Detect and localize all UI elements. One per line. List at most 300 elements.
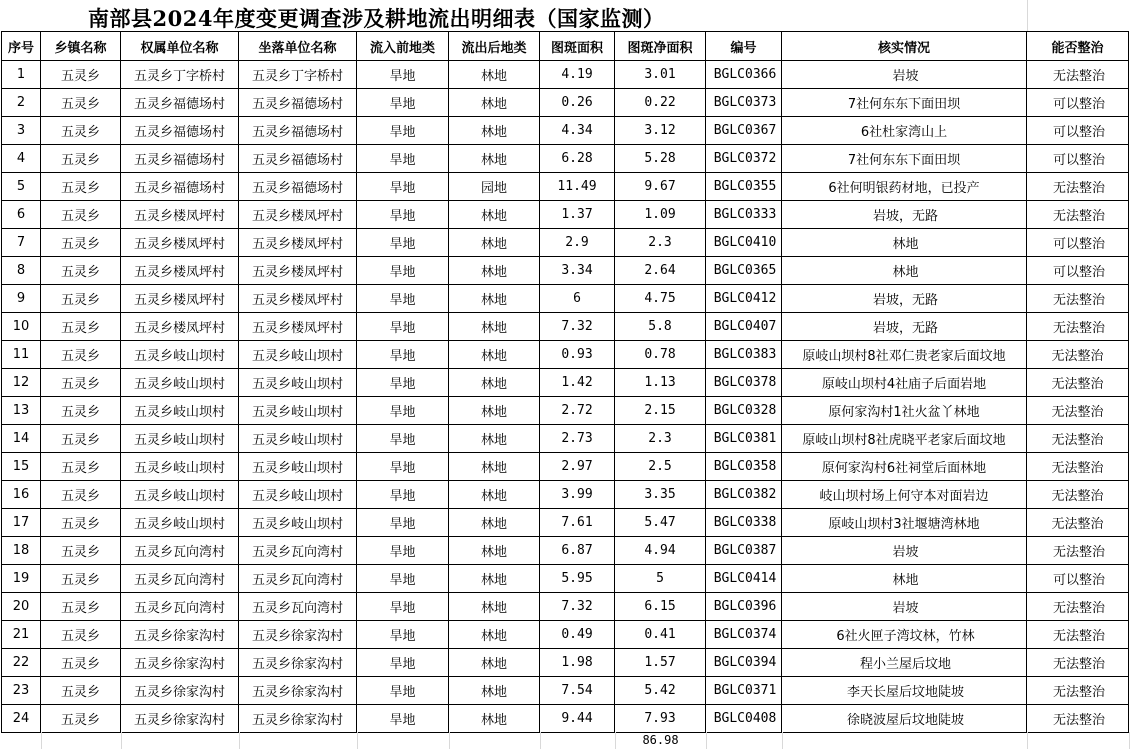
- cell-index[interactable]: 24: [2, 705, 41, 733]
- cell-verification[interactable]: 李天长屋后坟地陡坡: [782, 677, 1027, 705]
- cell-net-area[interactable]: 0.41: [615, 621, 706, 649]
- cell-verification[interactable]: 6社杜家湾山上: [782, 117, 1027, 145]
- cell-index[interactable]: 16: [2, 481, 41, 509]
- cell-remediable[interactable]: 无法整治: [1027, 201, 1129, 229]
- cell-land-before[interactable]: 旱地: [357, 257, 449, 285]
- cell-index[interactable]: 14: [2, 425, 41, 453]
- cell-patch-area[interactable]: 3.34: [540, 257, 615, 285]
- cell-remediable[interactable]: 无法整治: [1027, 341, 1129, 369]
- cell-remediable[interactable]: 无法整治: [1027, 705, 1129, 733]
- cell-patch-area[interactable]: 11.49: [540, 173, 615, 201]
- cell-land-before[interactable]: 旱地: [357, 397, 449, 425]
- cell-location-unit[interactable]: 五灵乡瓦向湾村: [239, 565, 357, 593]
- cell-remediable[interactable]: 无法整治: [1027, 453, 1129, 481]
- table-row: [2, 257, 1129, 285]
- cell-index[interactable]: 3: [2, 117, 41, 145]
- cell-remediable[interactable]: 无法整治: [1027, 397, 1129, 425]
- cell-land-before[interactable]: 旱地: [357, 145, 449, 173]
- cell-remediable[interactable]: 无法整治: [1027, 369, 1129, 397]
- cell-location-unit[interactable]: 五灵乡徐家沟村: [239, 677, 357, 705]
- cell-township[interactable]: 五灵乡: [41, 173, 121, 201]
- cell-patch-area[interactable]: 2.72: [540, 397, 615, 425]
- cell-remediable[interactable]: 可以整治: [1027, 145, 1129, 173]
- cell-land-before[interactable]: 旱地: [357, 313, 449, 341]
- cell-index[interactable]: 13: [2, 397, 41, 425]
- cell-land-before[interactable]: 旱地: [357, 117, 449, 145]
- cell-remediable[interactable]: 无法整治: [1027, 509, 1129, 537]
- cell-remediable[interactable]: 可以整治: [1027, 565, 1129, 593]
- cell-land-before[interactable]: 旱地: [357, 593, 449, 621]
- cell-location-unit[interactable]: 五灵乡福德场村: [239, 173, 357, 201]
- cell-owner-unit[interactable]: 五灵乡楼凤坪村: [121, 257, 239, 285]
- cell-land-before[interactable]: 旱地: [357, 369, 449, 397]
- cell-net-area[interactable]: 5.8: [615, 313, 706, 341]
- cell-code[interactable]: BGLC0412: [706, 285, 782, 313]
- cell-patch-area[interactable]: 4.19: [540, 61, 615, 89]
- cell-location-unit[interactable]: 五灵乡楼凤坪村: [239, 229, 357, 257]
- cell-code[interactable]: BGLC0328: [706, 397, 782, 425]
- cell-verification[interactable]: 6社何明银药材地，已投产: [782, 173, 1027, 201]
- cell-patch-area[interactable]: 6.28: [540, 145, 615, 173]
- cell-verification[interactable]: 原岐山坝村4社庙子后面岩地: [782, 369, 1027, 397]
- cell-land-after[interactable]: 林地: [449, 425, 540, 453]
- cell-net-area[interactable]: 0.78: [615, 341, 706, 369]
- cell-township[interactable]: 五灵乡: [41, 313, 121, 341]
- cell-land-before[interactable]: 旱地: [357, 621, 449, 649]
- cell-township[interactable]: 五灵乡: [41, 537, 121, 565]
- cell-code[interactable]: BGLC0371: [706, 677, 782, 705]
- sheet-title: 南部县2024年度变更调查涉及耕地流出明细表（国家监测）: [88, 6, 665, 31]
- cell-patch-area[interactable]: 4.34: [540, 117, 615, 145]
- cell-remediable[interactable]: 无法整治: [1027, 621, 1129, 649]
- cell-index[interactable]: 6: [2, 201, 41, 229]
- cell-index[interactable]: 11: [2, 341, 41, 369]
- cell-owner-unit[interactable]: 五灵乡楼凤坪村: [121, 229, 239, 257]
- cell-township[interactable]: 五灵乡: [41, 145, 121, 173]
- cell-net-area[interactable]: 2.3: [615, 425, 706, 453]
- cell-net-area[interactable]: 2.15: [615, 397, 706, 425]
- cell-index[interactable]: 23: [2, 677, 41, 705]
- cell-township[interactable]: 五灵乡: [41, 229, 121, 257]
- cell-location-unit[interactable]: 五灵乡岐山坝村: [239, 341, 357, 369]
- header-cell-code[interactable]: 编号: [706, 32, 782, 61]
- cell-index[interactable]: 10: [2, 313, 41, 341]
- cell-land-after[interactable]: 林地: [449, 229, 540, 257]
- cell-remediable[interactable]: 可以整治: [1027, 257, 1129, 285]
- cell-land-after[interactable]: 林地: [449, 481, 540, 509]
- cell-remediable[interactable]: 可以整治: [1027, 229, 1129, 257]
- cell-code[interactable]: BGLC0414: [706, 565, 782, 593]
- cell-township[interactable]: 五灵乡: [41, 649, 121, 677]
- cell-township[interactable]: 五灵乡: [41, 285, 121, 313]
- cell-net-area[interactable]: 2.3: [615, 229, 706, 257]
- cell-index[interactable]: 7: [2, 229, 41, 257]
- header-cell-remediable[interactable]: 能否整治: [1027, 32, 1129, 61]
- cell-land-after[interactable]: 林地: [449, 677, 540, 705]
- cell-index[interactable]: 5: [2, 173, 41, 201]
- table-row: [2, 705, 1129, 733]
- cell-verification[interactable]: 岩坡: [782, 537, 1027, 565]
- cell-land-before[interactable]: 旱地: [357, 453, 449, 481]
- cell-net-area[interactable]: 5.28: [615, 145, 706, 173]
- cell-verification[interactable]: 岩坡，无路: [782, 201, 1027, 229]
- cell-land-before[interactable]: 旱地: [357, 341, 449, 369]
- cell-land-before[interactable]: 旱地: [357, 201, 449, 229]
- cell-land-before[interactable]: 旱地: [357, 677, 449, 705]
- cell-code[interactable]: BGLC0383: [706, 341, 782, 369]
- cell-township[interactable]: 五灵乡: [41, 397, 121, 425]
- header-cell-patch-area[interactable]: 图斑面积: [540, 32, 615, 61]
- table-row: [2, 621, 1129, 649]
- cell-code[interactable]: BGLC0382: [706, 481, 782, 509]
- cell-land-after[interactable]: 林地: [449, 369, 540, 397]
- cell-net-area[interactable]: 3.01: [615, 61, 706, 89]
- cell-verification[interactable]: 7社何东东下面田坝: [782, 145, 1027, 173]
- cell-location-unit[interactable]: 五灵乡岐山坝村: [239, 453, 357, 481]
- cell-net-area[interactable]: 4.75: [615, 285, 706, 313]
- table-row: [2, 173, 1129, 201]
- cell-township[interactable]: 五灵乡: [41, 341, 121, 369]
- cell-code[interactable]: BGLC0355: [706, 173, 782, 201]
- cell-location-unit[interactable]: 五灵乡楼凤坪村: [239, 201, 357, 229]
- cell-net-area[interactable]: 5.47: [615, 509, 706, 537]
- cell-land-after[interactable]: 林地: [449, 89, 540, 117]
- cell-land-before[interactable]: 旱地: [357, 537, 449, 565]
- cell-land-after[interactable]: 林地: [449, 593, 540, 621]
- cell-patch-area[interactable]: 6: [540, 285, 615, 313]
- cell-remediable[interactable]: 无法整治: [1027, 313, 1129, 341]
- header-cell-township[interactable]: 乡镇名称: [41, 32, 121, 61]
- cell-verification[interactable]: 6社火匣子湾坟林，竹林: [782, 621, 1027, 649]
- cell-verification[interactable]: 原岐山坝村3社堰塘湾林地: [782, 509, 1027, 537]
- cell-land-before[interactable]: 旱地: [357, 89, 449, 117]
- cell-owner-unit[interactable]: 五灵乡徐家沟村: [121, 649, 239, 677]
- gridline: [1129, 732, 1130, 749]
- cell-code[interactable]: BGLC0365: [706, 257, 782, 285]
- cell-land-after[interactable]: 园地: [449, 173, 540, 201]
- cell-remediable[interactable]: 无法整治: [1027, 649, 1129, 677]
- cell-index[interactable]: 21: [2, 621, 41, 649]
- cell-patch-area[interactable]: 7.32: [540, 593, 615, 621]
- cell-code[interactable]: BGLC0358: [706, 453, 782, 481]
- cell-index[interactable]: 9: [2, 285, 41, 313]
- cell-land-after[interactable]: 林地: [449, 201, 540, 229]
- cell-township[interactable]: 五灵乡: [41, 565, 121, 593]
- cell-net-area[interactable]: 5.42: [615, 677, 706, 705]
- cell-verification[interactable]: 林地: [782, 257, 1027, 285]
- cell-verification[interactable]: 林地: [782, 229, 1027, 257]
- cell-verification[interactable]: 原岐山坝村8社邓仁贵老家后面坟地: [782, 341, 1027, 369]
- cell-patch-area[interactable]: 7.54: [540, 677, 615, 705]
- cell-code[interactable]: BGLC0333: [706, 201, 782, 229]
- cell-code[interactable]: BGLC0394: [706, 649, 782, 677]
- cell-land-before[interactable]: 旱地: [357, 705, 449, 733]
- cell-patch-area[interactable]: 7.32: [540, 313, 615, 341]
- cell-net-area[interactable]: 0.22: [615, 89, 706, 117]
- cell-verification[interactable]: 岩坡: [782, 593, 1027, 621]
- cell-owner-unit[interactable]: 五灵乡徐家沟村: [121, 705, 239, 733]
- cell-township[interactable]: 五灵乡: [41, 705, 121, 733]
- cell-township[interactable]: 五灵乡: [41, 677, 121, 705]
- cell-net-area[interactable]: 9.67: [615, 173, 706, 201]
- cell-verification[interactable]: 岐山坝村场上何守本对面岩边: [782, 481, 1027, 509]
- cell-location-unit[interactable]: 五灵乡徐家沟村: [239, 649, 357, 677]
- cell-owner-unit[interactable]: 五灵乡福德场村: [121, 89, 239, 117]
- cell-code[interactable]: BGLC0338: [706, 509, 782, 537]
- cell-township[interactable]: 五灵乡: [41, 593, 121, 621]
- table-row: [2, 229, 1129, 257]
- cell-township[interactable]: 五灵乡: [41, 509, 121, 537]
- cell-township[interactable]: 五灵乡: [41, 257, 121, 285]
- cell-remediable[interactable]: 无法整治: [1027, 677, 1129, 705]
- cell-verification[interactable]: 原何家沟村1社火盆丫林地: [782, 397, 1027, 425]
- cell-index[interactable]: 12: [2, 369, 41, 397]
- cell-land-before[interactable]: 旱地: [357, 509, 449, 537]
- gridline: [615, 732, 616, 749]
- gridline: [540, 732, 541, 749]
- cell-owner-unit[interactable]: 五灵乡岐山坝村: [121, 453, 239, 481]
- cell-owner-unit[interactable]: 五灵乡瓦向湾村: [121, 537, 239, 565]
- gridline: [1027, 732, 1028, 749]
- cell-land-after[interactable]: 林地: [449, 565, 540, 593]
- cell-patch-area[interactable]: 6.87: [540, 537, 615, 565]
- cell-location-unit[interactable]: 五灵乡岐山坝村: [239, 509, 357, 537]
- cell-code[interactable]: BGLC0378: [706, 369, 782, 397]
- cell-location-unit[interactable]: 五灵乡瓦向湾村: [239, 537, 357, 565]
- cell-land-after[interactable]: 林地: [449, 61, 540, 89]
- cell-net-area[interactable]: 1.13: [615, 369, 706, 397]
- cell-owner-unit[interactable]: 五灵乡岐山坝村: [121, 369, 239, 397]
- cell-location-unit[interactable]: 五灵乡岐山坝村: [239, 369, 357, 397]
- cell-land-before[interactable]: 旱地: [357, 285, 449, 313]
- cell-verification[interactable]: 原何家沟村6社祠堂后面林地: [782, 453, 1027, 481]
- cell-land-after[interactable]: 林地: [449, 621, 540, 649]
- cell-township[interactable]: 五灵乡: [41, 481, 121, 509]
- cell-location-unit[interactable]: 五灵乡楼凤坪村: [239, 313, 357, 341]
- cell-owner-unit[interactable]: 五灵乡瓦向湾村: [121, 565, 239, 593]
- cell-owner-unit[interactable]: 五灵乡福德场村: [121, 117, 239, 145]
- cell-patch-area[interactable]: 0.49: [540, 621, 615, 649]
- header-cell-land-after[interactable]: 流出后地类: [449, 32, 540, 61]
- cell-net-area[interactable]: 3.35: [615, 481, 706, 509]
- cell-verification[interactable]: 程小兰屋后坟地: [782, 649, 1027, 677]
- cell-index[interactable]: 22: [2, 649, 41, 677]
- cell-land-after[interactable]: 林地: [449, 705, 540, 733]
- cell-owner-unit[interactable]: 五灵乡岐山坝村: [121, 481, 239, 509]
- cell-township[interactable]: 五灵乡: [41, 117, 121, 145]
- cell-index[interactable]: 15: [2, 453, 41, 481]
- cell-township[interactable]: 五灵乡: [41, 621, 121, 649]
- cell-township[interactable]: 五灵乡: [41, 89, 121, 117]
- header-cell-verification[interactable]: 核实情况: [782, 32, 1027, 61]
- cell-township[interactable]: 五灵乡: [41, 425, 121, 453]
- cell-index[interactable]: 2: [2, 89, 41, 117]
- table-row: [2, 313, 1129, 341]
- cell-land-after[interactable]: 林地: [449, 397, 540, 425]
- cell-net-area[interactable]: 3.12: [615, 117, 706, 145]
- header-cell-land-before[interactable]: 流入前地类: [357, 32, 449, 61]
- cell-land-before[interactable]: 旱地: [357, 481, 449, 509]
- cell-owner-unit[interactable]: 五灵乡楼凤坪村: [121, 201, 239, 229]
- cell-remediable[interactable]: 无法整治: [1027, 285, 1129, 313]
- cell-land-before[interactable]: 旱地: [357, 565, 449, 593]
- cell-owner-unit[interactable]: 五灵乡岐山坝村: [121, 397, 239, 425]
- gridline: [239, 732, 240, 749]
- table-row: [2, 117, 1129, 145]
- cell-remediable[interactable]: 无法整治: [1027, 61, 1129, 89]
- cell-township[interactable]: 五灵乡: [41, 61, 121, 89]
- cell-remediable[interactable]: 无法整治: [1027, 425, 1129, 453]
- cell-location-unit[interactable]: 五灵乡福德场村: [239, 145, 357, 173]
- cell-code[interactable]: BGLC0410: [706, 229, 782, 257]
- cell-location-unit[interactable]: 五灵乡楼凤坪村: [239, 257, 357, 285]
- cell-owner-unit[interactable]: 五灵乡福德场村: [121, 145, 239, 173]
- header-cell-owner-unit[interactable]: 权属单位名称: [121, 32, 239, 61]
- cell-location-unit[interactable]: 五灵乡岐山坝村: [239, 481, 357, 509]
- cell-verification[interactable]: 7社何东东下面田坝: [782, 89, 1027, 117]
- cell-land-after[interactable]: 林地: [449, 313, 540, 341]
- cell-land-after[interactable]: 林地: [449, 145, 540, 173]
- cell-township[interactable]: 五灵乡: [41, 201, 121, 229]
- cell-remediable[interactable]: 可以整治: [1027, 117, 1129, 145]
- cell-owner-unit[interactable]: 五灵乡徐家沟村: [121, 677, 239, 705]
- cell-patch-area[interactable]: 2.97: [540, 453, 615, 481]
- cell-index[interactable]: 19: [2, 565, 41, 593]
- cell-patch-area[interactable]: 0.93: [540, 341, 615, 369]
- header-cell-location-unit[interactable]: 坐落单位名称: [239, 32, 357, 61]
- cell-owner-unit[interactable]: 五灵乡楼凤坪村: [121, 313, 239, 341]
- cell-land-before[interactable]: 旱地: [357, 649, 449, 677]
- cell-owner-unit[interactable]: 五灵乡丁字桥村: [121, 61, 239, 89]
- cell-index[interactable]: 8: [2, 257, 41, 285]
- cell-location-unit[interactable]: 五灵乡楼凤坪村: [239, 285, 357, 313]
- cell-patch-area[interactable]: 1.42: [540, 369, 615, 397]
- table-row: [2, 481, 1129, 509]
- cell-code[interactable]: BGLC0396: [706, 593, 782, 621]
- cell-patch-area[interactable]: 2.9: [540, 229, 615, 257]
- cell-land-before[interactable]: 旱地: [357, 229, 449, 257]
- cell-net-area[interactable]: 1.57: [615, 649, 706, 677]
- cell-remediable[interactable]: 无法整治: [1027, 537, 1129, 565]
- cell-owner-unit[interactable]: 五灵乡徐家沟村: [121, 621, 239, 649]
- cell-township[interactable]: 五灵乡: [41, 369, 121, 397]
- cell-location-unit[interactable]: 五灵乡徐家沟村: [239, 621, 357, 649]
- table-row: [2, 677, 1129, 705]
- table-row: [2, 61, 1129, 89]
- cell-code[interactable]: BGLC0372: [706, 145, 782, 173]
- cell-patch-area[interactable]: 0.26: [540, 89, 615, 117]
- cell-net-area[interactable]: 2.5: [615, 453, 706, 481]
- total-net-area[interactable]: 86.98: [642, 733, 679, 747]
- cell-location-unit[interactable]: 五灵乡丁字桥村: [239, 61, 357, 89]
- cell-net-area[interactable]: 4.94: [615, 537, 706, 565]
- header-cell-index[interactable]: 序号: [2, 32, 41, 61]
- cell-location-unit[interactable]: 五灵乡瓦向湾村: [239, 593, 357, 621]
- cell-owner-unit[interactable]: 五灵乡岐山坝村: [121, 425, 239, 453]
- cell-code[interactable]: BGLC0367: [706, 117, 782, 145]
- cell-verification[interactable]: 岩坡，无路: [782, 313, 1027, 341]
- cell-code[interactable]: BGLC0373: [706, 89, 782, 117]
- cell-land-after[interactable]: 林地: [449, 537, 540, 565]
- cell-land-before[interactable]: 旱地: [357, 61, 449, 89]
- cell-net-area[interactable]: 6.15: [615, 593, 706, 621]
- cell-land-after[interactable]: 林地: [449, 649, 540, 677]
- cell-land-after[interactable]: 林地: [449, 509, 540, 537]
- cell-verification[interactable]: 原岐山坝村8社虎晓平老家后面坟地: [782, 425, 1027, 453]
- cell-location-unit[interactable]: 五灵乡岐山坝村: [239, 425, 357, 453]
- cell-index[interactable]: 1: [2, 61, 41, 89]
- cell-patch-area[interactable]: 2.73: [540, 425, 615, 453]
- cell-remediable[interactable]: 可以整治: [1027, 89, 1129, 117]
- cell-patch-area[interactable]: 3.99: [540, 481, 615, 509]
- cell-index[interactable]: 20: [2, 593, 41, 621]
- cell-patch-area[interactable]: 1.98: [540, 649, 615, 677]
- cell-township[interactable]: 五灵乡: [41, 453, 121, 481]
- cell-verification[interactable]: 岩坡: [782, 61, 1027, 89]
- cell-land-after[interactable]: 林地: [449, 453, 540, 481]
- cell-location-unit[interactable]: 五灵乡福德场村: [239, 89, 357, 117]
- detail-table: [1, 31, 1129, 733]
- cell-location-unit[interactable]: 五灵乡福德场村: [239, 117, 357, 145]
- cell-owner-unit[interactable]: 五灵乡岐山坝村: [121, 509, 239, 537]
- table-row: [2, 453, 1129, 481]
- cell-verification[interactable]: 岩坡，无路: [782, 285, 1027, 313]
- cell-remediable[interactable]: 无法整治: [1027, 173, 1129, 201]
- cell-net-area[interactable]: 2.64: [615, 257, 706, 285]
- cell-land-after[interactable]: 林地: [449, 117, 540, 145]
- cell-land-before[interactable]: 旱地: [357, 425, 449, 453]
- cell-net-area[interactable]: 1.09: [615, 201, 706, 229]
- cell-code[interactable]: BGLC0408: [706, 705, 782, 733]
- cell-code[interactable]: BGLC0407: [706, 313, 782, 341]
- gridline: [782, 732, 783, 749]
- cell-code[interactable]: BGLC0381: [706, 425, 782, 453]
- gridline: [706, 732, 707, 749]
- cell-remediable[interactable]: 无法整治: [1027, 481, 1129, 509]
- cell-index[interactable]: 17: [2, 509, 41, 537]
- cell-location-unit[interactable]: 五灵乡岐山坝村: [239, 397, 357, 425]
- table-row: [2, 89, 1129, 117]
- gridline: [1027, 0, 1028, 31]
- cell-owner-unit[interactable]: 五灵乡岐山坝村: [121, 341, 239, 369]
- cell-land-after[interactable]: 林地: [449, 257, 540, 285]
- cell-patch-area[interactable]: 9.44: [540, 705, 615, 733]
- cell-patch-area[interactable]: 7.61: [540, 509, 615, 537]
- cell-verification[interactable]: 徐晓波屋后坟地陡坡: [782, 705, 1027, 733]
- header-cell-net-area[interactable]: 图斑净面积: [615, 32, 706, 61]
- table-row: [2, 145, 1129, 173]
- cell-patch-area[interactable]: 5.95: [540, 565, 615, 593]
- cell-owner-unit[interactable]: 五灵乡楼凤坪村: [121, 285, 239, 313]
- cell-net-area[interactable]: 7.93: [615, 705, 706, 733]
- cell-land-after[interactable]: 林地: [449, 285, 540, 313]
- cell-net-area[interactable]: 5: [615, 565, 706, 593]
- cell-code[interactable]: BGLC0366: [706, 61, 782, 89]
- cell-owner-unit[interactable]: 五灵乡福德场村: [121, 173, 239, 201]
- cell-land-before[interactable]: 旱地: [357, 173, 449, 201]
- cell-location-unit[interactable]: 五灵乡徐家沟村: [239, 705, 357, 733]
- cell-land-after[interactable]: 林地: [449, 341, 540, 369]
- cell-code[interactable]: BGLC0387: [706, 537, 782, 565]
- cell-patch-area[interactable]: 1.37: [540, 201, 615, 229]
- cell-index[interactable]: 4: [2, 145, 41, 173]
- cell-remediable[interactable]: 无法整治: [1027, 593, 1129, 621]
- cell-verification[interactable]: 林地: [782, 565, 1027, 593]
- cell-code[interactable]: BGLC0374: [706, 621, 782, 649]
- cell-owner-unit[interactable]: 五灵乡瓦向湾村: [121, 593, 239, 621]
- gridline: [41, 732, 42, 749]
- cell-index[interactable]: 18: [2, 537, 41, 565]
